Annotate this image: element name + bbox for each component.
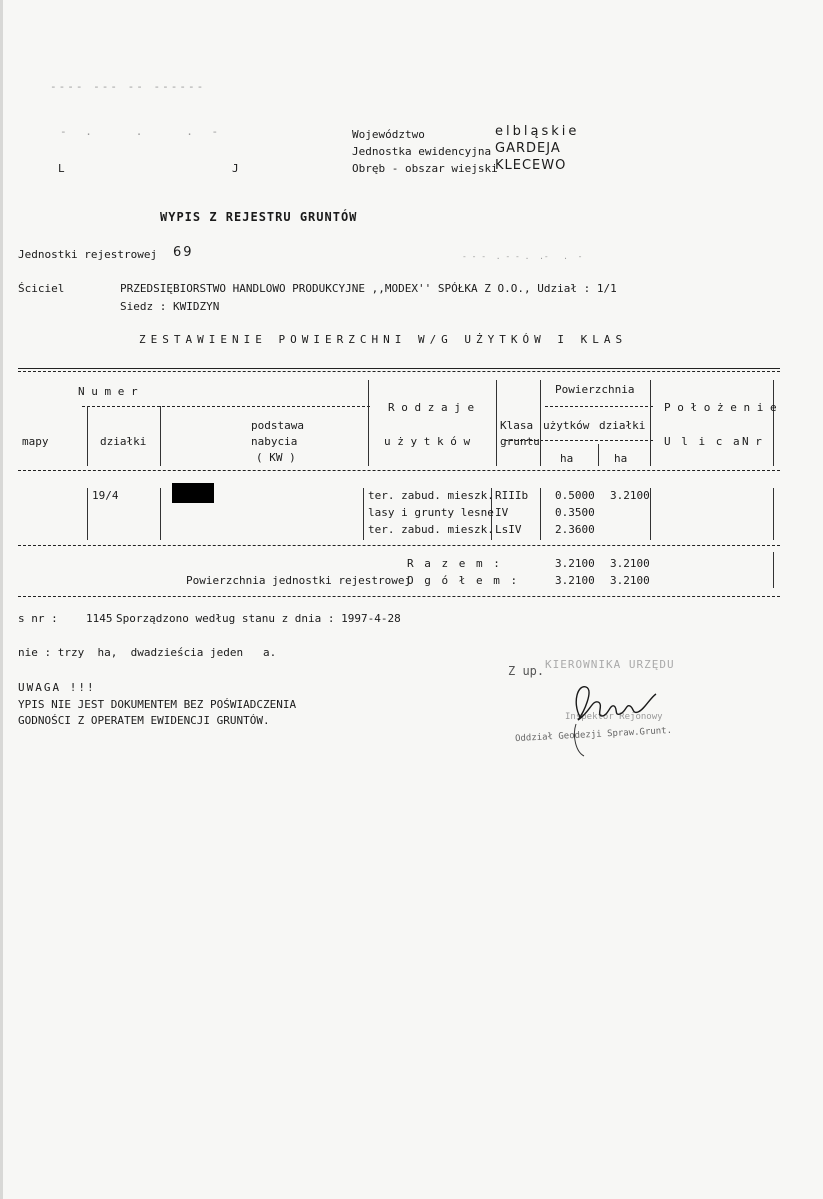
header-nr: N r (742, 435, 762, 448)
row-3-pow-uzytku: 2.3600 (555, 523, 595, 536)
body-rule-klasa (540, 488, 541, 540)
row-1-pow-uzytku: 0.5000 (555, 489, 595, 502)
razem-dzialka: 3.2100 (610, 557, 650, 570)
header-gruntu: gruntu (500, 435, 540, 448)
unit-label: Jednostka ewidencyjna (352, 145, 492, 158)
body-rule-dzialki (160, 488, 161, 540)
ogolem-label: O g ó ł e m : (407, 574, 520, 587)
address-bracket-left: L (58, 162, 65, 175)
precinct-value: KLECEWO (495, 158, 567, 173)
voivodeship-value: elbląskie (495, 124, 580, 139)
header-mapy: mapy (22, 435, 49, 448)
header-bottom-rule (18, 470, 780, 471)
address-bracket-right: J (232, 162, 239, 175)
header-ulica: U l i c a (664, 435, 742, 448)
row-2-pow-uzytku: 0.3500 (555, 506, 595, 519)
row-3-uzytek: ter. zabud. mieszk. (368, 523, 494, 536)
faded-note: - - - . - - . .- . - (462, 252, 583, 261)
area-in-words: nie : trzy ha, dwadzieścia jeden a. (18, 646, 277, 659)
body-rule-polozenie (773, 488, 774, 540)
powierzchnia-header-rule (545, 406, 653, 407)
row-1-pow-dzialki: 3.2100 (610, 489, 650, 502)
col-rule-podstawa (368, 380, 369, 466)
header-ha-2: ha (614, 452, 628, 465)
signature (560, 672, 680, 762)
header-numer: N u m e r (78, 385, 138, 398)
table-bottom-rule (18, 596, 780, 597)
row-2-klasa: IV (495, 506, 509, 519)
document-title: WYPIS Z REJESTRU GRUNTÓW (160, 210, 358, 224)
header-uzytkow: u ż y t k ó w (384, 435, 471, 448)
col-rule-mapy (87, 406, 88, 466)
summary-title: ZESTAWIENIE POWIERZCHNI W/G UŻYTKÓW I KLAS (139, 333, 628, 346)
header-nabycia: nabycia (251, 435, 298, 448)
header-kw: ( KW ) (256, 451, 296, 464)
faded-header-line-2: - . . . - (60, 125, 225, 138)
case-number-label: s nr : (18, 612, 58, 625)
owner-seat: Siedz : KWIDZYN (120, 300, 220, 313)
stamp-role: Inspektor Rejonowy (565, 712, 663, 722)
table-top-rule-2 (18, 371, 780, 372)
voivodeship-label: Województwo (352, 128, 425, 141)
col-rule-polozenie (773, 380, 774, 466)
warning-line-1: YPIS NIE JEST DOKUMENTEM BEZ POŚWIADCZENIA (18, 698, 297, 711)
register-label: Jednostki rejestrowej (18, 248, 158, 261)
stamp-prefix: Z up. (508, 664, 545, 678)
owner-name: PRZEDSIĘBIORSTWO HANDLOWO PRODUKCYJNE ,,MODEX'' SPÓŁKA Z O.O., Udział : 1/1 (120, 282, 617, 295)
body-rule-mapy (87, 488, 88, 540)
col-rule-dzialki (160, 406, 161, 466)
header-ha-1: ha (560, 452, 574, 465)
stamp-faded-title: KIEROWNIKA URZĘDU (545, 658, 675, 671)
body-rule-powierzchnia (650, 488, 651, 540)
warning-line-2: GODNOŚCI Z OPERATEM EWIDENCJI GRUNTÓW. (18, 714, 270, 727)
col-rule-klasa (540, 380, 541, 466)
sum-rule-polozenie (773, 552, 774, 588)
col-rule-rodzaje (496, 380, 497, 466)
ogolem-prefix: Powierzchnia jednostki rejestrowej (186, 574, 412, 587)
row-3-klasa: LsIV (495, 523, 522, 536)
redaction-block (172, 483, 214, 503)
razem-uzytek: 3.2100 (555, 557, 595, 570)
col-rule-ha (598, 444, 599, 466)
row-1-uzytek: ter. zabud. mieszk. (368, 489, 494, 502)
body-bottom-rule (18, 545, 780, 546)
row-1-dzialka: 19/4 (92, 489, 119, 502)
status-date-text: Sporządzono według stanu z dnia : 1997-4-28 (116, 612, 401, 625)
ogolem-uzytek: 3.2100 (555, 574, 595, 587)
body-rule-podstawa (363, 488, 364, 540)
faded-header-line: ---- --- -- ------ (50, 80, 206, 93)
header-polozenie: P o ł o ż e n i e (664, 401, 777, 414)
ogolem-dzialka: 3.2100 (610, 574, 650, 587)
precinct-label: Obręb - obszar wiejski (352, 162, 498, 175)
unit-value: GARDEJA (495, 141, 561, 156)
page-left-edge (0, 0, 3, 1199)
col-rule-powierzchnia (650, 380, 651, 466)
numer-header-rule (82, 406, 370, 407)
table-top-rule (18, 368, 780, 369)
header-podstawa: podstawa (251, 419, 304, 432)
header-dzialki: działki (100, 435, 147, 448)
owner-label: Ściciel (18, 282, 65, 295)
header-klasa: Klasa (500, 419, 534, 432)
razem-label: R a z e m : (407, 557, 502, 570)
row-2-uzytek: lasy i grunty lesne (368, 506, 494, 519)
header-dzialki-small: działki (599, 419, 646, 432)
case-number-value: 1145 (86, 612, 113, 625)
header-uzytkow-small: użytków (543, 419, 590, 432)
register-number: 69 (173, 245, 194, 260)
header-powierzchnia: Powierzchnia (555, 383, 635, 396)
header-rodzaje: R o d z a j e (388, 401, 475, 414)
warning-heading: UWAGA !!! (18, 681, 96, 694)
row-1-klasa: RIIIb (495, 489, 529, 502)
stamp-office: Oddział Geodezji Spraw.Grunt. (514, 725, 673, 745)
